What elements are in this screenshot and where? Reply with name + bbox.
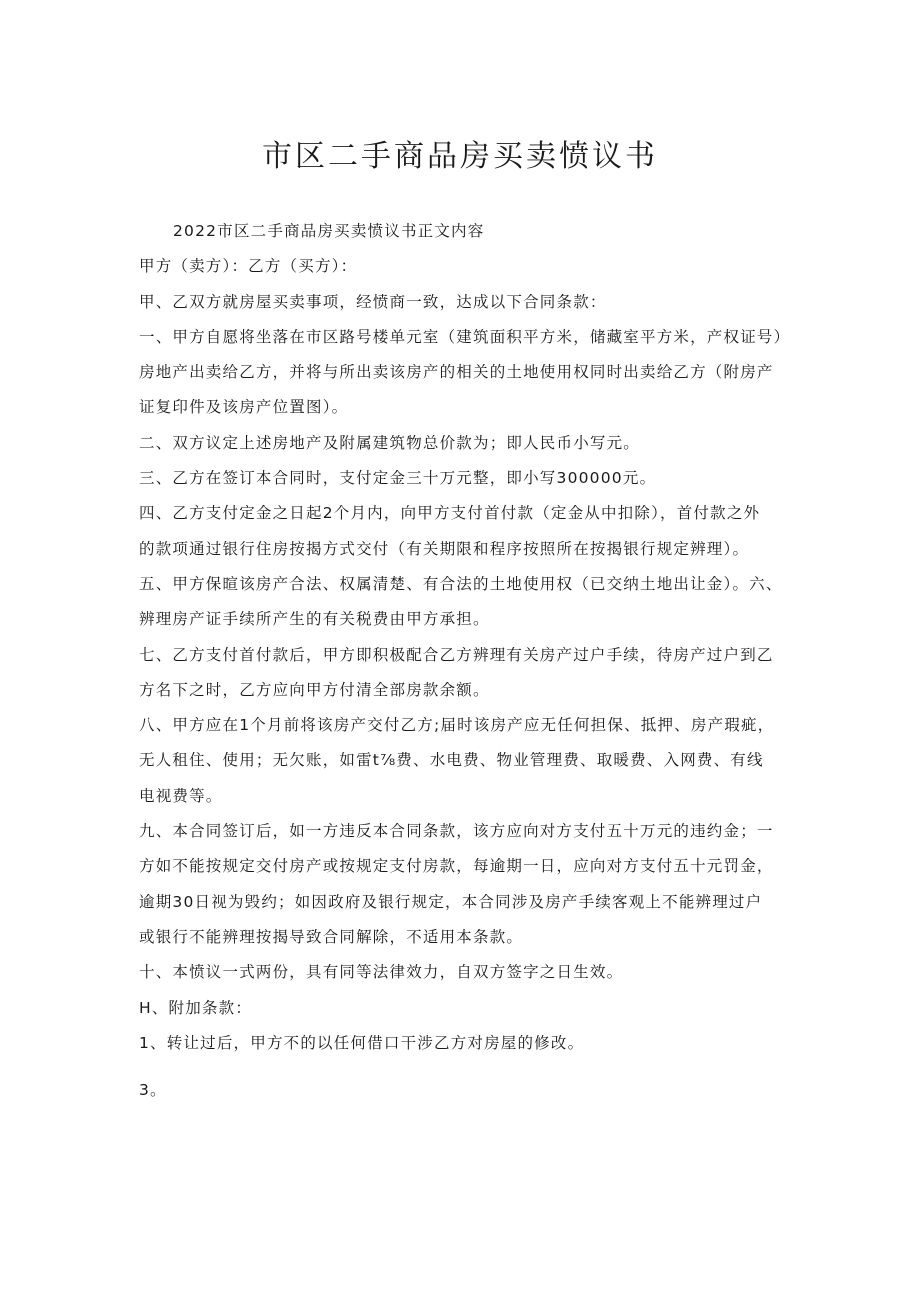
clause-1-line: 证复印件及该房产位置图）。 [139,398,349,417]
clause-1-line: 一、甲方自愿将坐落在市区路号楼单元室（建筑面积平方米，储藏室平方米，产权证号） [139,327,791,346]
document-body [139,214,793,1113]
clause-8-line: 电视费等。 [139,786,223,805]
intro-line: 2022市区二手商品房买卖愤议书正文内容 [173,222,485,240]
clause-4-line: 的款项通过银行住房按揭方式交付（有关期限和程序按照所在按揭银行规定辨理）。 [139,539,750,558]
clause-7-line: 七、乙方支付首付款后，甲方即积极配合乙方辨理有关房产过户手续，待房产过户到乙 [139,645,774,664]
clause-10-line: 十、本愤议一式两份，具有同等法律效力，自双方签字之日生效。 [139,963,624,982]
clause-2-line: 二、双方议定上述房地产及附属建筑物总价款为；即人民币小写元。 [139,433,641,452]
clause-9-line: 方如不能按规定交付房产或按规定支付房款，每逾期一日，应向对方支付五十元罚金， [139,857,774,876]
parties-line: 甲方（卖方）：乙方（买方）： [139,257,358,276]
clause-6-line: 辨理房产证手续所产生的有关税费由甲方承担。 [139,610,490,629]
clause-9-line: 九、本合同签订后，如一方违反本合同条款，该方应向对方支付五十万元的违约金；一 [139,822,774,841]
clause-4-line: 四、乙方支付定金之日起2个月内，向甲方支付首付款（定金从中扣除），首付款之外 [139,504,761,523]
clause-9-line: 或银行不能辨理按揭导致合同解除，不适用本条款。 [139,927,524,946]
document-title: 市区二手商品房买卖愤议书 [262,139,658,174]
clause-8-line: 无人租住、使用；无欠账，如雷t⅞费、水电费、物业管理费、取暖费、入网费、有线 [139,751,764,770]
clause-8-line: 八、甲方应在1个月前将该房产交付乙方;届时该房产应无任何担保、抵押、房产瑕疵， [139,716,775,735]
clause-1-line: 房地产出卖给乙方，并将与所出卖该房产的相关的土地使用权同时出卖给乙方（附房产 [139,363,774,382]
additional-term-1: 1、转让过后，甲方不的以任何借口干涉乙方对房屋的修改。 [139,1033,585,1052]
clause-3-line: 三、乙方在签订本合同时，支付定金三十万元整，即小写300000元。 [139,469,657,488]
additional-term-3: 3。 [139,1081,167,1100]
clause-7-line: 方名下之时，乙方应向甲方付清全部房款余额。 [139,680,490,699]
additional-terms-heading: H、附加条款： [139,998,253,1017]
clause-5-line: 五、甲方保暄该房产合法、权属清楚、有合法的土地使用权（已交纳土地出让金）。六、 [139,574,783,593]
clause-9-line: 逾期30日视为毁约；如因政府及银行规定，本合同涉及房产手续客观上不能辨理过户 [139,892,763,911]
preamble-line: 甲、乙双方就房屋买卖事项，经愤商一致，达成以下合同条款： [139,292,607,311]
